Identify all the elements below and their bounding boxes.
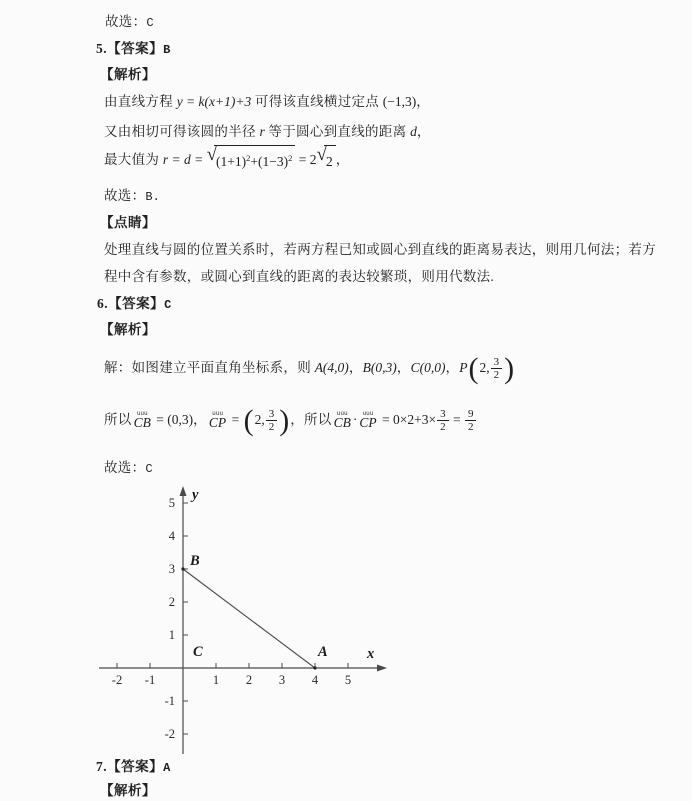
line-max-value	[104, 145, 350, 177]
exponent: 2	[246, 153, 251, 163]
vector-body: CP	[359, 415, 377, 430]
line-eq-line	[104, 92, 430, 112]
answer-7-label: 7.【答案】	[96, 759, 164, 774]
math-line-eq: y = k(x+1)+3	[176, 94, 252, 109]
choose-value: B.	[145, 190, 160, 204]
denominator: 2	[465, 420, 477, 433]
note-line-2: 程中含有参数，或圆心到直线的距离的表达较繁琐，则用代数法.	[104, 269, 495, 284]
term-2: +(1−3)	[250, 154, 289, 169]
line-tangent	[104, 122, 431, 142]
fraction	[266, 408, 278, 433]
p-x: 2,	[479, 360, 490, 375]
numerator: 9	[467, 408, 474, 421]
text: ，	[416, 94, 431, 109]
line-choose-c	[104, 458, 153, 479]
point-label-B: B	[190, 553, 200, 569]
close-paren: )	[279, 403, 290, 437]
sqrt-symbol: √	[316, 144, 327, 165]
answer-6-label: 6.【答案】	[97, 296, 165, 311]
vector-body: CB	[333, 415, 351, 430]
choose-value: C	[146, 16, 154, 30]
answer-7	[96, 757, 170, 778]
radical	[207, 145, 296, 177]
fraction	[437, 408, 449, 433]
vector-arrow: uuu	[136, 410, 148, 417]
text: ，	[416, 124, 431, 139]
point-A: A(4,0)	[314, 360, 349, 375]
exponent: 2	[288, 153, 293, 163]
answer-5-value: B	[163, 43, 171, 57]
line-vectors	[104, 400, 477, 440]
open-paren: (	[468, 351, 479, 385]
jiexi-7: 【解析】	[100, 783, 156, 798]
cb-value: = (0,3)	[152, 412, 194, 427]
text: 最大值为	[104, 152, 163, 168]
sep: ，	[396, 360, 411, 375]
vector-CP	[359, 411, 376, 429]
eq: =	[228, 412, 243, 427]
point-label-C: C	[193, 644, 203, 660]
coordinate-figure	[95, 484, 395, 766]
denominator: 2	[491, 368, 503, 381]
vector-CP	[209, 411, 226, 429]
jiexi-6: 【解析】	[100, 322, 156, 337]
line-choose-c-prev	[105, 12, 154, 33]
point-label-A: A	[318, 644, 328, 660]
answer-7-value: A	[163, 761, 171, 775]
svg-text:-2: -2	[111, 673, 123, 687]
choose-label: 故选：	[104, 188, 146, 203]
numerator: 3	[268, 408, 275, 421]
vector-arrow: uuu	[212, 410, 223, 417]
text: 可得该直线横过定点	[251, 94, 383, 109]
denominator: 2	[266, 420, 278, 433]
dianjing-head: 【点睛】	[100, 215, 156, 230]
numerator: 3	[440, 408, 446, 421]
line-choose-b	[104, 186, 160, 207]
sep: ，	[193, 412, 207, 427]
svg-text:4: 4	[168, 529, 175, 543]
dot-operator: ·	[352, 412, 358, 427]
point-B: B(0,3)	[362, 360, 397, 375]
point-C: C(0,0)	[410, 360, 446, 375]
radical	[317, 145, 336, 177]
cp-x: 2,	[254, 412, 265, 427]
answer-5	[96, 39, 170, 60]
line-coords	[104, 348, 515, 388]
answer-6-value: C	[164, 298, 172, 312]
text: ，	[335, 152, 350, 168]
radicand: 2	[324, 145, 336, 177]
close-paren: )	[504, 351, 515, 385]
term-1: (1+1)	[216, 154, 247, 169]
vector-arrow: uuu	[336, 410, 348, 417]
svg-text:5: 5	[168, 496, 175, 510]
svg-text:3: 3	[278, 673, 286, 687]
sep: ，	[348, 360, 363, 375]
sqrt-symbol: √	[206, 144, 218, 165]
choose-label: 故选：	[104, 460, 146, 475]
math-eq-2: = 2	[295, 152, 317, 168]
vector-CB	[134, 411, 151, 429]
math-d: d	[410, 124, 417, 139]
math-r: r	[259, 124, 265, 139]
sep: ，	[445, 360, 460, 375]
svg-text:-2: -2	[164, 727, 175, 741]
svg-text:-1: -1	[144, 673, 156, 687]
text: ，所以	[290, 412, 332, 427]
text: 由直线方程	[104, 94, 177, 109]
text: 等于圆心到直线的距离	[264, 124, 411, 139]
note-line-1: 处理直线与圆的位置关系时，若两方程已知或圆心到直线的距离易表达，则用几何法；若方	[104, 242, 656, 257]
math-r-eq-d: r = d =	[162, 152, 207, 168]
radicand	[214, 145, 295, 177]
y-axis-label: y	[192, 487, 199, 503]
vector-CB	[334, 411, 351, 429]
x-axis-label: x	[367, 646, 375, 662]
answer-6	[97, 294, 171, 315]
svg-text:4: 4	[311, 673, 319, 687]
choose-value: C	[145, 462, 153, 476]
answer-5-label: 5.【答案】	[96, 41, 164, 56]
svg-text:1: 1	[212, 673, 220, 687]
choose-label: 故选：	[105, 14, 147, 29]
eq: =	[449, 412, 464, 427]
y-axis-arrow	[180, 486, 187, 496]
numerator: 3	[493, 356, 500, 369]
fraction	[465, 408, 477, 433]
fraction	[491, 356, 503, 381]
denominator: 2	[437, 420, 449, 433]
svg-text:3: 3	[168, 562, 175, 576]
vector-body: CB	[133, 415, 151, 430]
svg-text:5: 5	[344, 673, 352, 687]
text: 所以	[104, 412, 132, 427]
point-P: P	[459, 360, 468, 375]
text: 又由相切可得该圆的半径	[104, 124, 260, 139]
vector-body: CP	[208, 415, 227, 430]
svg-text:-1: -1	[164, 694, 175, 708]
open-paren: (	[243, 403, 254, 437]
segment-BA	[183, 569, 315, 668]
vector-arrow: uuu	[362, 410, 374, 417]
svg-text:2: 2	[245, 673, 253, 687]
jiexi-5: 【解析】	[100, 67, 156, 82]
svg-text:1: 1	[168, 628, 175, 642]
text: 解：如图建立平面直角坐标系，则	[104, 360, 315, 375]
math-fixed-point: (−1,3)	[382, 94, 417, 109]
svg-text:2: 2	[168, 595, 175, 609]
x-axis-arrow	[377, 665, 387, 672]
dot-product-expr: = 0×2+3×	[378, 412, 437, 427]
